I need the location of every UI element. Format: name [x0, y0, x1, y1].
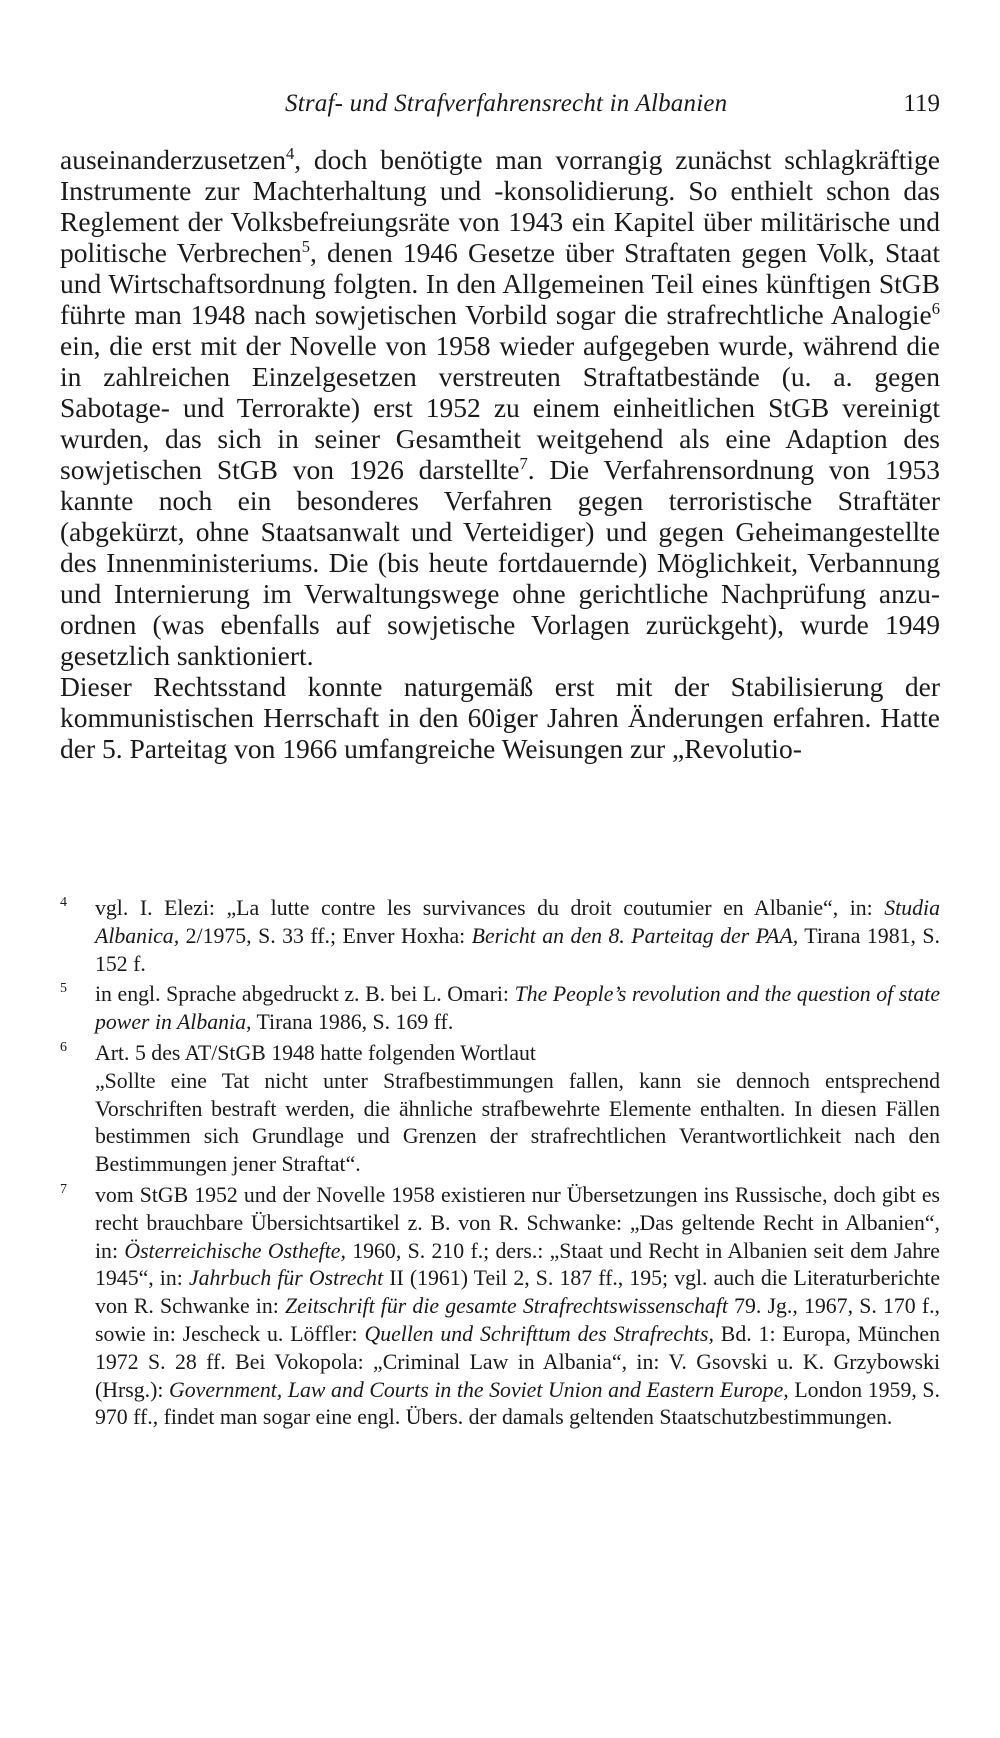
- footnote-5: [60, 981, 940, 1037]
- title-italic: Quellen und Schrifttum des Strafrechts,: [364, 1321, 714, 1346]
- footnote-mark: 5: [60, 981, 67, 997]
- title-italic: Österreichische Osthefte,: [124, 1238, 346, 1263]
- text-run: 79. Jg., 1967, S. 170 f., sowie in: Jescheck u. Löffler:: [95, 1294, 940, 1346]
- title-italic: The People’s revolution and the question of state power in Albania,: [95, 982, 940, 1035]
- running-title: Straf- und Strafverfahrensrecht in Albanien: [285, 90, 728, 117]
- text-run: 2/1975, S. 33 ff.; Enver Hoxha:: [179, 923, 472, 948]
- footnote-4: [60, 895, 940, 978]
- footnote-ref-6: 6: [931, 298, 940, 318]
- paragraph-2: Dieser Rechtsstand konnte naturgemäß erst mit der Stabilisierung der kommunistischen Herrschaft in den 60iger Jahren Änderungen erfahren. Hatte der 5. Parteitag von 1966 umfangreiche Weisungen zur „Revolutio-: [60, 671, 940, 764]
- footnote-7: [60, 1182, 940, 1432]
- footnote-mark: 6: [60, 1039, 67, 1055]
- running-head: [60, 90, 940, 130]
- text-run: in engl. Sprache abgedruckt z. B. bei L. Omari:: [95, 982, 515, 1007]
- footnotes: [60, 895, 940, 1435]
- text-run: Art. 5 des AT/StGB 1948 hatte folgenden Wortlaut: [95, 1040, 536, 1065]
- text-run: . Die Verfahrensordnung von 1953 kannte noch ein besonderes Verfahren gegen terroristische Straftäter (abgekürzt, ohne Staatsanwalt und Verteidiger) und gegen Geheimangestellte des Innenministeriums. Die (bis heute fortdauernde) Möglichkeit, Verbannung und Internierung im Verwaltungswege ohne gerichtliche Nachprüfung anzuordnen (was ebenfalls auf sowjetische Vorlagen zurückgeht), wurde 1949 gesetzlich sanktioniert.: [60, 454, 940, 671]
- title-italic: Bericht an den 8. Parteitag der PAA,: [471, 923, 799, 948]
- text-run: vom StGB 1952 und der Novelle 1958 existieren nur Übersetzungen ins Russische, doch gibt es recht brauchbare Übersichtsartikel z. B. von R. Schwanke: „Das geltende Recht in Albanien“, in:: [95, 1182, 940, 1263]
- footnote-mark: 4: [60, 895, 67, 910]
- footnote-ref-5: 5: [301, 236, 311, 256]
- title-italic: Zeitschrift für die gesamte Strafrechtswissenschaft: [285, 1294, 728, 1319]
- paragraph-1: [60, 144, 940, 671]
- text-run: 1960, S. 210 f.; ders.: „Staat und Recht in Albanien seit dem Jahre 1945“, in:: [95, 1238, 940, 1291]
- title-italic: Jahrbuch für Ostrecht: [188, 1266, 384, 1291]
- text-run: , denen 1946 Gesetze über Straftaten gegen Volk, Staat und Wirtschaftsordnung folgten. In den Allgemeinen Teil eines künftigen StGB führte man 1948 nach sowjetischen Vorbild sogar die strafrechtliche Analogie: [60, 237, 940, 330]
- footnote-ref-4: 4: [286, 143, 295, 163]
- text-run: Bd. 1: Europa, München 1972 S. 28 ff. Bei Vokopola: „Criminal Law in Albania“, in: V. Gsovski u. K. Grzybowski (Hrsg.):: [95, 1321, 940, 1402]
- text-run: Tirana 1981, S. 152 f.: [95, 923, 940, 976]
- title-italic: Government, Law and Courts in the Soviet Union and Eastern Europe,: [169, 1377, 789, 1402]
- text-run: ein, die erst mit der Novelle von 1958 wieder aufgegeben wurde, während die in zahlreichen Einzelgesetzen verstreuten Straftatbestände (u. a. gegen Sabotage- und Terrorakte) erst 1952 zu einem einheitlichen StGB vereinigt wurden, das sich in seiner Gesamtheit weitgehend als eine Adaption des sowjetischen StGB von 1926 darstellte: [60, 330, 940, 485]
- text-run: II (1961) Teil 2, S. 187 ff., 195; vgl. auch die Literaturberichte von R. Schwanke in:: [95, 1266, 940, 1319]
- quotation: „Sollte eine Tat nicht unter Strafbestimmungen fallen, kann sie dennoch entsprechend Vorschriften bestraft werden, die ähnliche strafbewehrte Elemente enthalten. In diesen Fällen bestimmen sich Grundlage und Grenzen der strafrechtlichen Verantwortlichkeit nach den Bestimmungen jener Straftat“.: [95, 1068, 940, 1177]
- text-run: Tirana 1986, S. 169 ff.: [251, 1010, 454, 1035]
- title-italic: Studia Albanica,: [95, 896, 940, 948]
- page-number: 119: [903, 90, 940, 117]
- text-run: , doch benötigte man vorrangig zunächst schlagkräftige Instrumente zur Machterhaltung und -konsolidierung. So enthielt schon das Reglement der Volksbefreiungsräte von 1943 ein Kapitel über militärische und politische Verbrechen: [60, 144, 940, 268]
- text-run: auseinanderzusetzen: [60, 144, 286, 175]
- footnote-ref-7: 7: [519, 453, 528, 473]
- footnote-6: [60, 1040, 940, 1179]
- text-run: vgl. I. Elezi: „La lutte contre les survivances du droit coutumier en Albanie“, in:: [95, 896, 885, 920]
- body-text: [60, 144, 940, 764]
- footnote-mark: 7: [60, 1181, 67, 1197]
- text-run: London 1959, S. 970 ff., findet man sogar eine engl. Übers. der damals geltenden Staatschutzbestimmungen.: [95, 1377, 940, 1430]
